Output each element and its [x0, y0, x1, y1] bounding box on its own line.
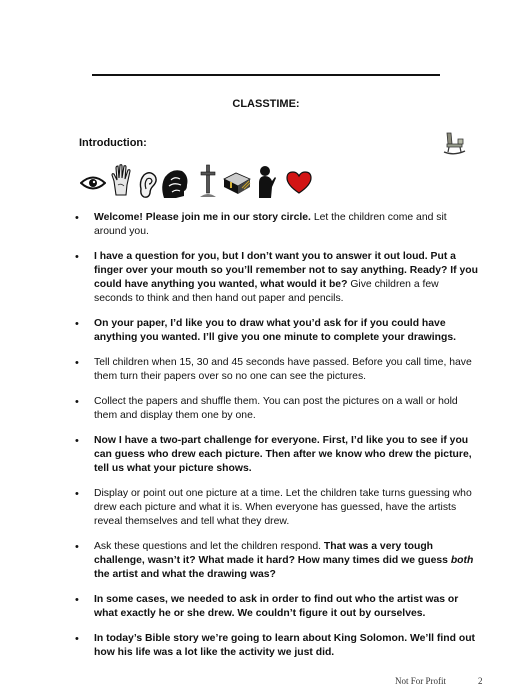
plain-text: Collect the papers and shuffle them. You can post the pictures on a wall or hold them and display them one by one.	[94, 396, 458, 421]
italic-text: both	[450, 555, 474, 566]
hand-icon	[110, 163, 134, 197]
page-title: CLASSTIME:	[232, 98, 300, 110]
list-item	[75, 434, 480, 476]
plain-text: Tell children when 15, 30 and 45 seconds have passed. Before you call time, have them turn their papers over so no one can see the pictures.	[94, 357, 472, 382]
rocking-chair-icon	[441, 130, 467, 156]
head-icon	[160, 168, 190, 200]
bold-text: Welcome! Please join me in our story circle.	[94, 212, 311, 223]
list-item	[75, 540, 480, 582]
praying-child-icon	[255, 165, 279, 199]
bold-text: the artist and what the drawing was?	[94, 569, 276, 580]
header-rule	[92, 74, 440, 76]
bold-text: In some cases, we needed to ask in order to find out who the artist was or what exactly he or she drew. We couldn’t figure it out by ourselves.	[94, 594, 459, 619]
list-item	[75, 395, 480, 423]
bold-text: On your paper, I’d like you to draw what you’d ask for if you could have anything you wanted. I’ll give you one minute to complete your drawings.	[94, 318, 456, 343]
ear-icon	[138, 171, 158, 199]
icon-strip	[80, 163, 320, 201]
eye-icon	[80, 175, 106, 191]
instruction-list	[75, 211, 480, 660]
list-item	[75, 250, 480, 306]
plain-text: Let the children come and sit around you.	[94, 212, 447, 237]
list-item	[75, 317, 480, 345]
bold-text: In today’s Bible story we’re going to learn about King Solomon. We’ll find out how his life was a lot like the activity we just did.	[94, 633, 476, 658]
bold-text: Now I have a two-part challenge for everyone. First, I’d like you to see if you can guess who drew each picture. Then after we know who drew the picture, tell us what your picture shows.	[94, 435, 472, 474]
list-item	[75, 356, 480, 384]
list-item	[75, 487, 480, 529]
footer-text: Not For Profit	[395, 676, 447, 686]
plain-text: Display or point out one picture at a time. Let the children take turns guessing who drew each picture and what it is. When everyone has guessed, have the artists reveal themselves and tell what they drew.	[94, 488, 472, 527]
plain-text: Give children a few seconds to think and then hand out paper and pencils.	[94, 279, 439, 304]
bold-text: That was a very tough challenge, wasn’t it? What made it hard? How many times did we guess	[94, 541, 451, 566]
bible-icon	[222, 169, 252, 197]
list-item	[75, 211, 480, 239]
list-item	[75, 632, 480, 660]
plain-text: Ask these questions and let the children respond.	[94, 541, 324, 552]
bold-text: I have a question for you, but I don’t want you to answer it out loud. Put a finger over your mouth so you’ll remember not to say anything. Ready? If you could have anything you wanted, what would it be?	[94, 251, 478, 290]
page-number: 2	[478, 676, 483, 686]
heart-icon	[285, 171, 313, 195]
section-title: Introduction:	[79, 137, 147, 149]
cross-icon	[198, 163, 218, 199]
list-item	[75, 593, 480, 621]
